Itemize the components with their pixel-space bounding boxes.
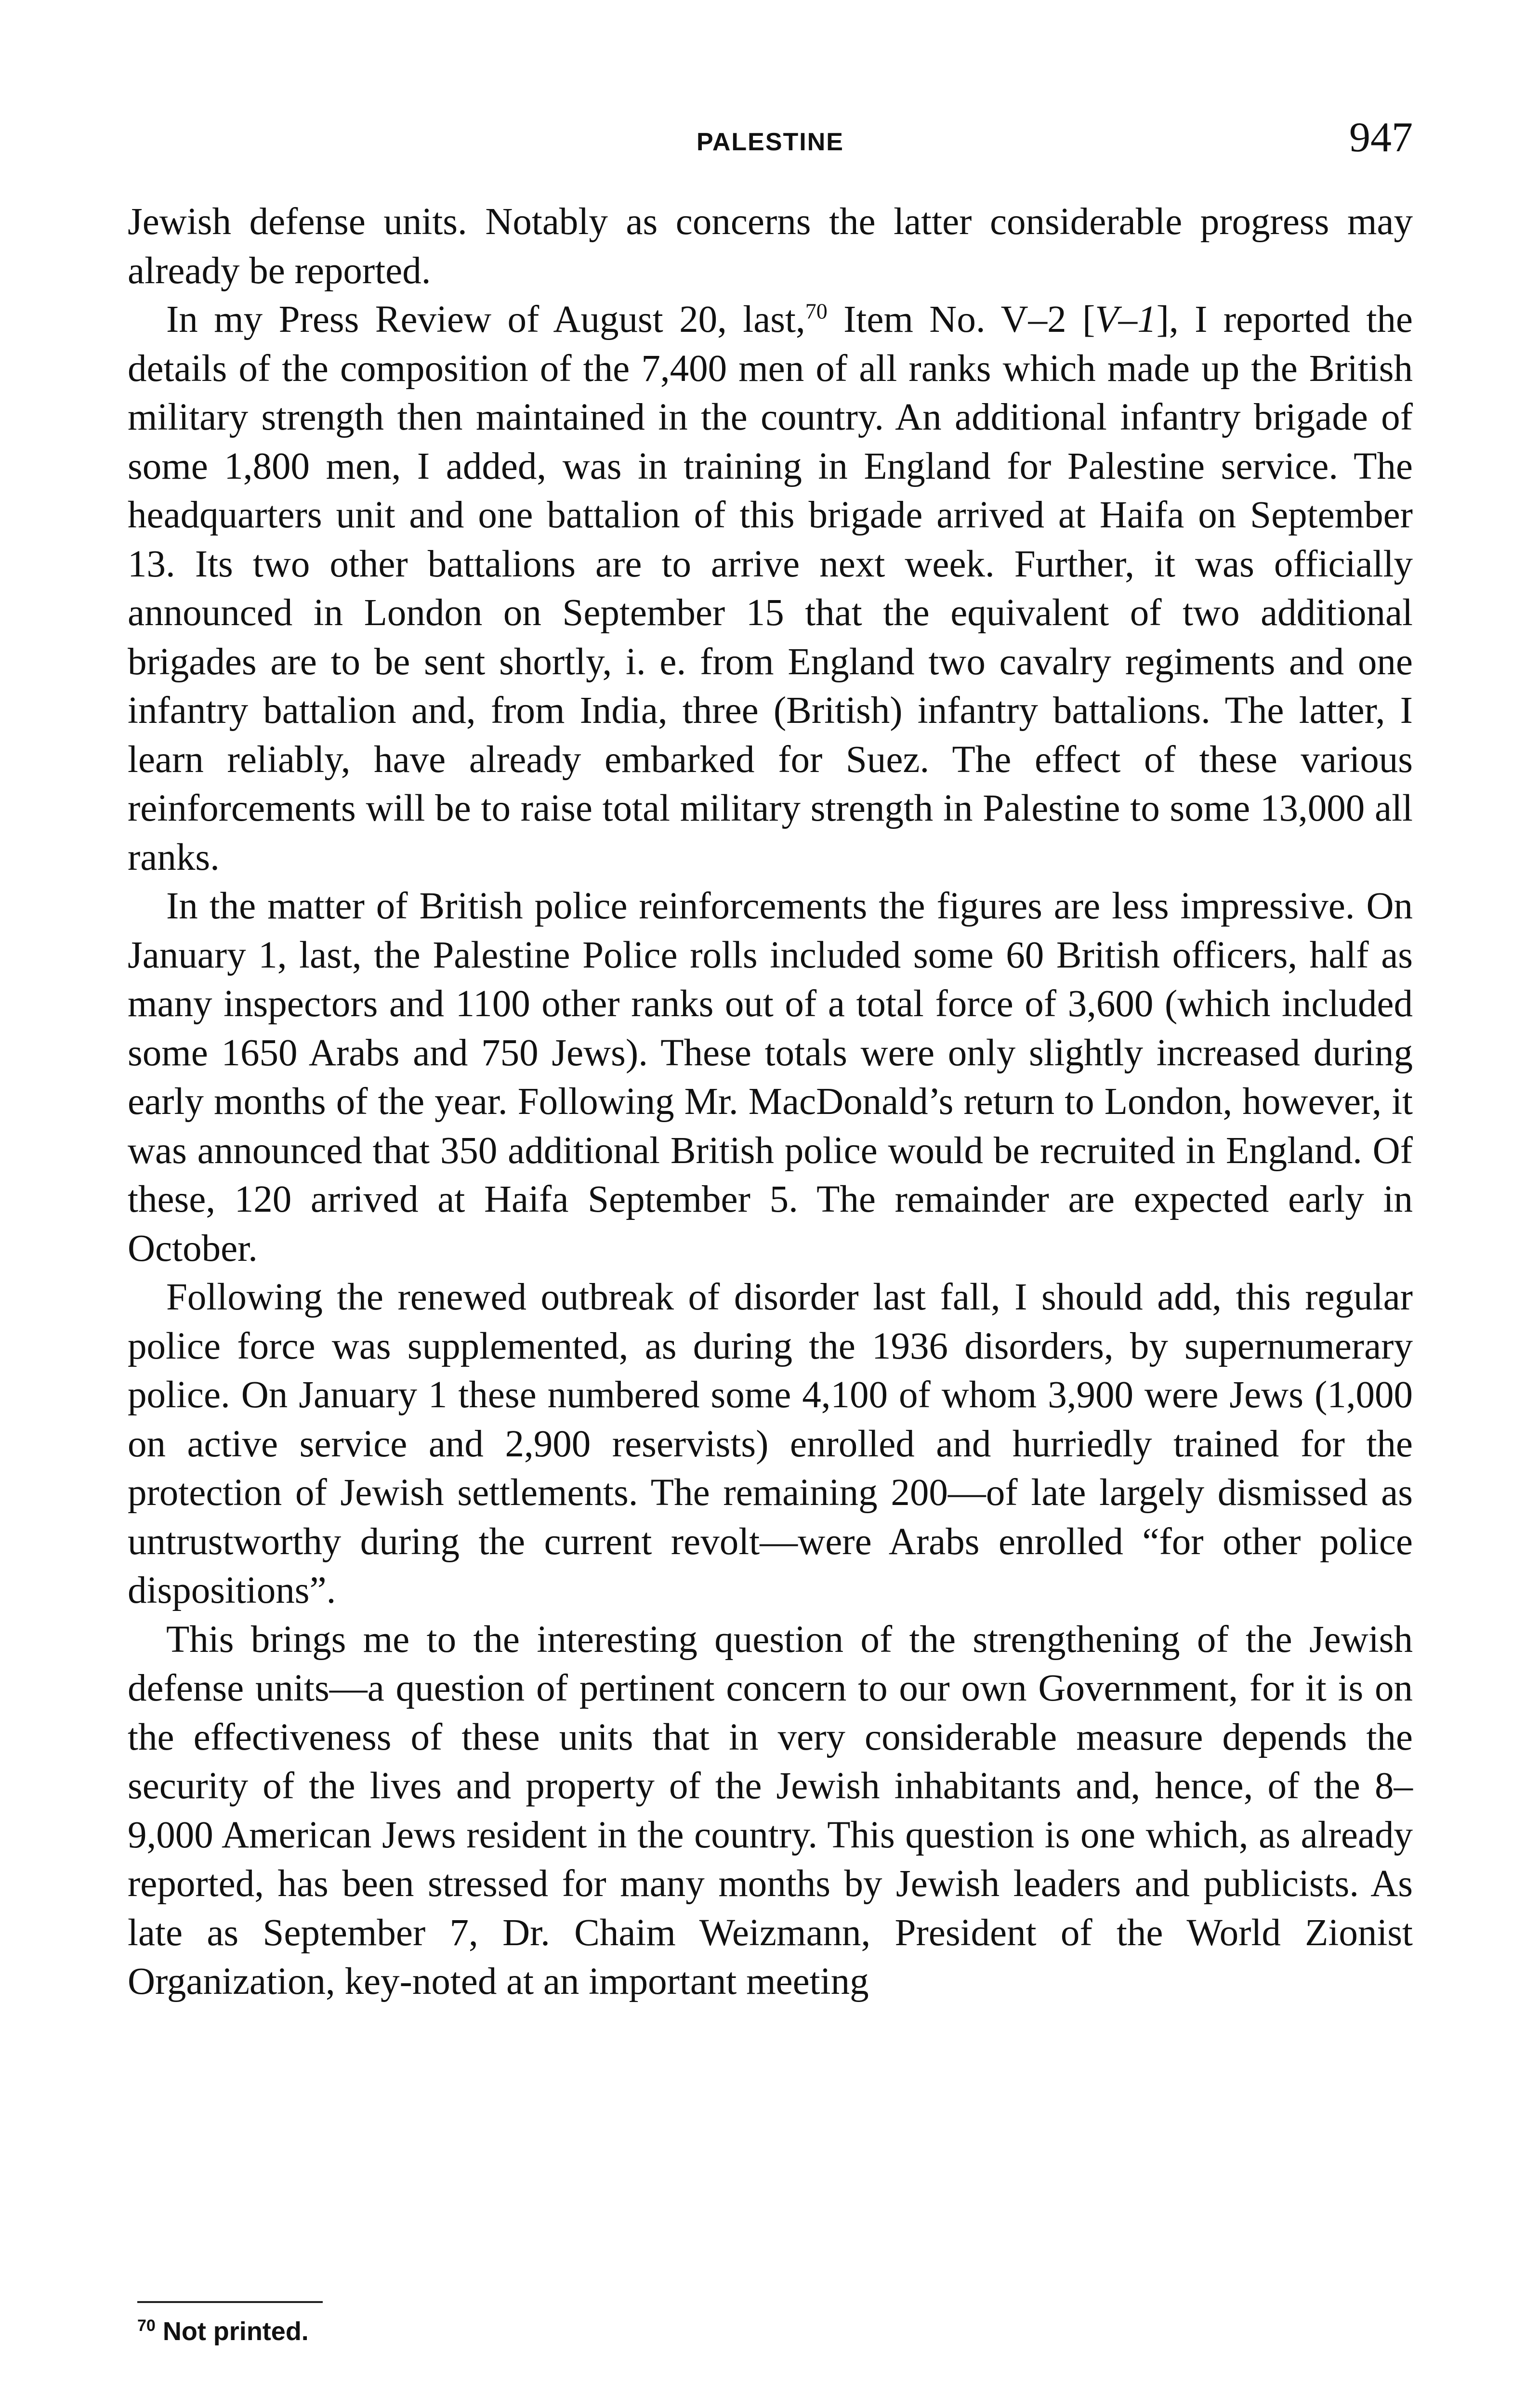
paragraph-jewish-defense: This brings me to the interesting question of the strengthening of the Jewish defense units—a question of pertinent concern to our own Government, for it is on the effectiveness of these units that in very considerable measure depends the security of the lives and property of the Jewish inhabitants and, hence, of the 8–9,000 American Jews resident in the country. This question is one which, as already reported, has been stressed for many months by Jewish leaders and publicists. As late as September 7, Dr. Chaim Weizmann, President of the World Zionist Organization, key-noted at an important meeting [128,1618,1413,2002]
paragraph-police-reinforcements: In the matter of British police reinforcements the figures are less impressive. On January 1, last, the Palestine Police rolls included some 60 British officers, half as many inspectors and 1100 other ranks out of a total force of 3,600 (which included some 1650 Arabs and 750 Jews). These totals were only slightly increased during early months of the year. Following Mr. MacDonald’s return to London, however, it was announced that 350 additional British police would be recruited in England. Of these, 120 arrived at Haifa September 5. The remainder are expected early in October. [128,885,1413,1269]
paragraph-text: Item No. V–2 [ [827,299,1095,340]
paragraph-press-review [128,295,1413,882]
running-title: PALESTINE [697,128,844,156]
paragraph-supernumerary-police: Following the renewed outbreak of disorder last fall, I should add, this regular police force was supplemented, as during the 1936 disorders, by supernumerary police. On January 1 these numbered some 4,100 of whom 3,900 were Jews (1,000 on active service and 2,900 reservists) enrolled and hurriedly trained for the protection of Jewish settlements. The remaining 200—of late largely dismissed as untrustworthy during the current revolt—were Arabs enrolled “for other police dispositions”. [128,1276,1413,1611]
paragraph-text: In my Press Review of August 20, last, [166,299,805,340]
paragraph-continued: Jewish defense units. Notably as concerns the latter considerable progress may already be reported. [128,201,1413,292]
footnote-reference: 70 [805,299,828,324]
paragraph-text: ], I reported the details of the composition of the 7,400 men of all ranks which made up the British military strength then maintained in the country. An additional infantry brigade of some 1,800 men, I added, was in training in England for Palestine service. The headquarters unit and one battalion of this brigade arrived at Haifa on September 13. Its two other battalions are to arrive next week. Further, it was officially announced in London on September 15 that the equivalent of two additional brigades are to be sent shortly, i. e. from England two cavalry regiments and one infantry battalion and, from India, three (British) infantry battalions. The latter, I learn reliably, have already embarked for Suez. The effect of these various reinforcements will be to raise total military strength in Palestine to some 13,000 all ranks. [128,299,1413,878]
page-number: 947 [1349,114,1413,161]
editorial-reference: V–1 [1095,299,1157,340]
footnote-divider [137,2301,323,2303]
footnote-text: Not printed. [162,2317,309,2346]
running-head [128,108,1413,166]
footnote [137,2316,309,2346]
body-text [128,197,1413,2006]
footnote-marker: 70 [137,2316,156,2335]
